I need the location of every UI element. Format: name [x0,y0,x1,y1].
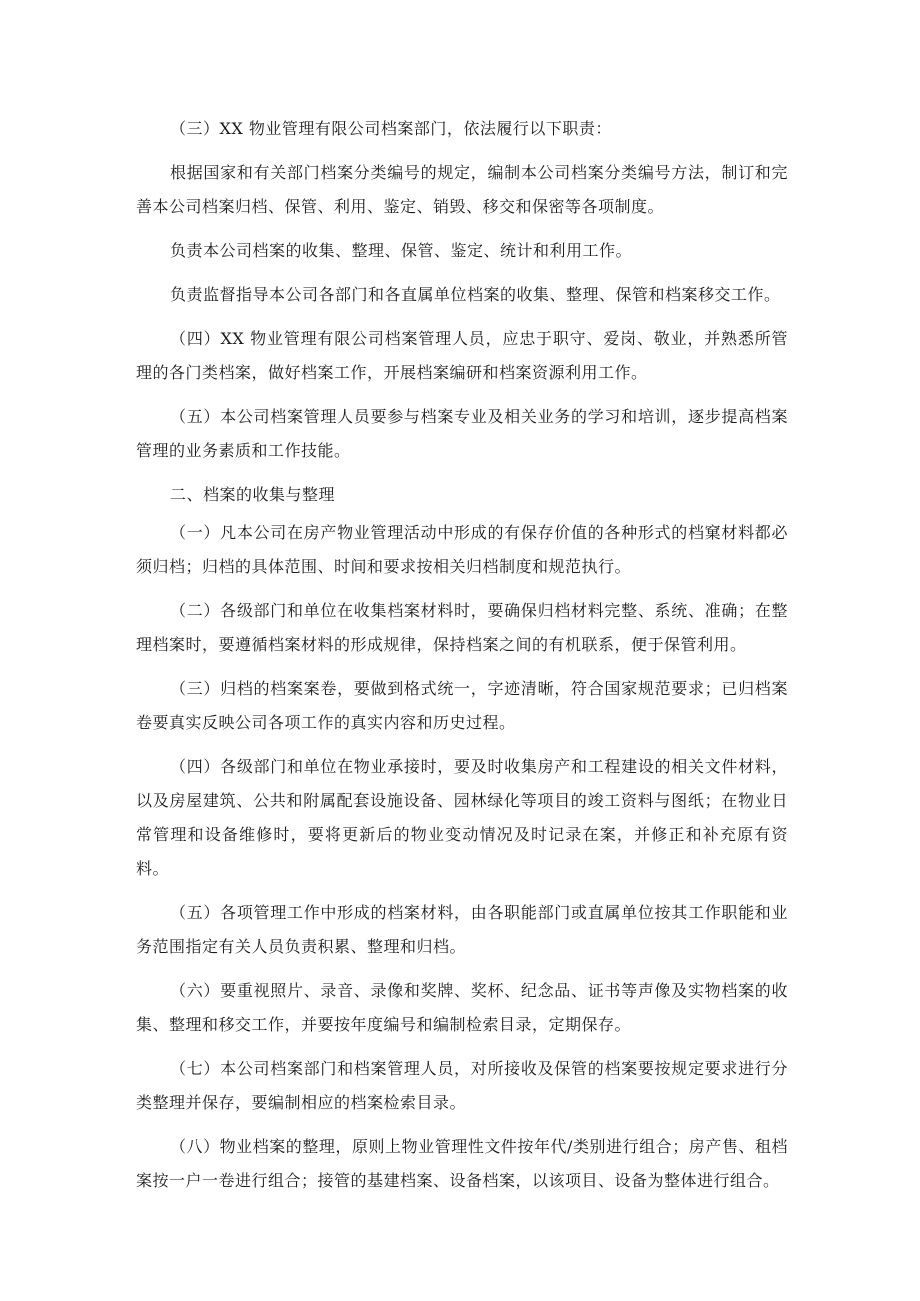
paragraph-collection-duty: 负责本公司档案的收集、整理、保管、鉴定、统计和利用工作。 [170,241,633,260]
paragraph-staff-training: （五）本公司档案管理人员要参与档案专业及相关业务的学习和培训，逐步提高档案管理的业务素质和工作技能。 [136,407,788,460]
paragraph-item-3: （三）归档的档案案卷，要做到格式统一，字迹清晰，符合国家规范要求；已归档案卷要真实反映公司各项工作的真实内容和历史过程。 [136,679,788,732]
paragraph-classification-rules: 根据国家和有关部门档案分类编号的规定，编制本公司档案分类编号方法，制订和完善本公司档案归档、保管、利用、鉴定、销毁、移交和保密等各项制度。 [136,163,788,216]
paragraph-item-6: （六）要重视照片、录音、录像和奖牌、奖杯、纪念品、证书等声像及实物档案的收集、整理和移交工作，并要按年度编号和编制检索目录，定期保存。 [136,981,788,1034]
paragraph-item-1: （一）凡本公司在房产物业管理活动中形成的有保存价值的各种形式的档窠材料都必须归档；归档的具体范围、时间和要求按相关归档制度和规范执行。 [136,523,788,576]
paragraph-item-4: （四）各级部门和单位在物业承接时，要及时收集房产和工程建设的相关文件材料，以及房屋建筑、公共和附属配套设施设备、园林绿化等项目的竣工资料与图纸；在物业日常管理和设备维修时，要将更新后的物业变动情况及时记录在案，并修正和补充原有资料。 [136,757,788,878]
paragraph-item-5: （五）各项管理工作中形成的档案材料，由各职能部门或直属单位按其工作职能和业务范围指定有关人员负责积累、整理和归档。 [136,903,788,956]
paragraph-item-2: （二）各级部门和单位在收集档案材料时，要确保归档材料完整、系统、准确；在整理档案时，要遵循档案材料的形成规律，保持档案之间的有机联系，便于保管利用。 [136,601,788,654]
section-heading-collection: 二、档案的收集与整理 [170,485,336,504]
paragraph-archive-dept-duties: （三）XX 物业管理有限公司档案部门，依法履行以下职责： [170,119,612,138]
paragraph-item-8: （八）物业档案的整理，原则上物业管理性文件按年代/类别进行组合；房产售、租档案按一户一卷进行组合；接管的基建档案、设备档案，以该项目、设备为整体进行组合。 [136,1137,788,1190]
paragraph-archive-staff: （四）XX 物业管理有限公司档案管理人员，应忠于职守、爱岗、敬业，并熟悉所管理的各门类档案，做好档案工作，开展档案编研和档案资源利用工作。 [136,329,788,382]
document-body [136,112,788,1208]
paragraph-item-7: （七）本公司档案部门和档案管理人员，对所接收及保管的档案要按规定要求进行分类整理并保存，要编制相应的档案检索目录。 [136,1059,788,1112]
paragraph-supervision-duty: 负责监督指导本公司各部门和各直属单位档案的收集、整理、保管和档案移交工作。 [170,285,781,304]
